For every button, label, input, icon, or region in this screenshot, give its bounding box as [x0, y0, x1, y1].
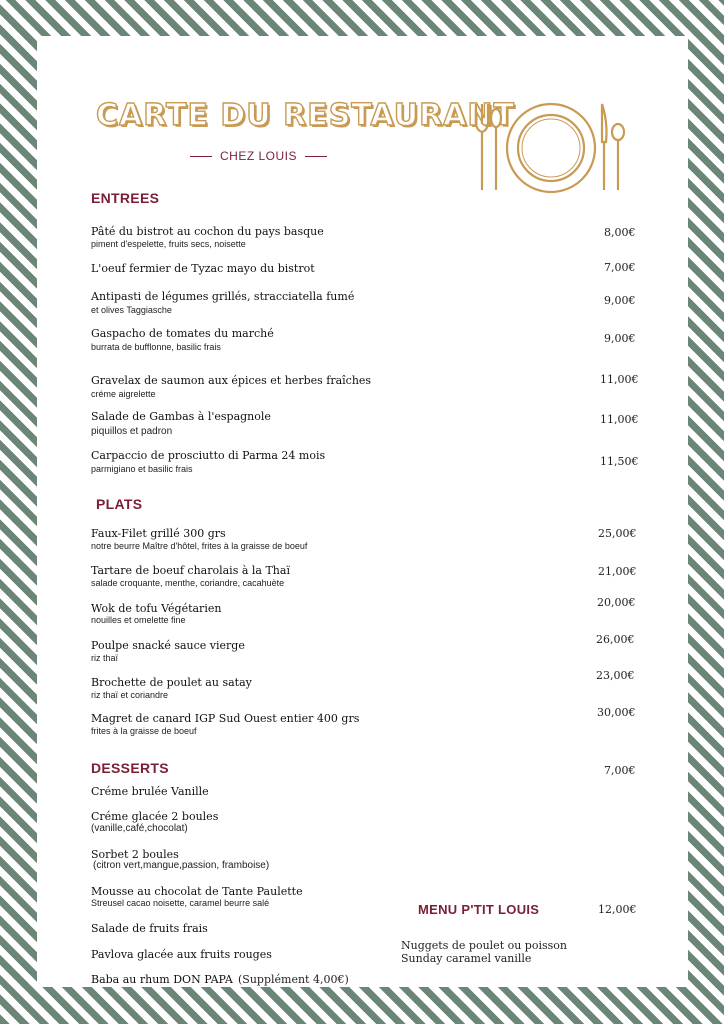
menu-item-desc: piquillos et padron — [91, 426, 173, 437]
menu-item-name: Magret de canard IGP Sud Ouest entier 400 grs — [91, 712, 360, 725]
menu-item-name: Pavlova glacée aux fruits rouges — [91, 948, 272, 961]
menu-item-desc: (vanille,café,chocolat) — [91, 823, 188, 834]
desserts-price: 7,00€ — [604, 764, 636, 777]
divider-right — [305, 156, 327, 157]
supplement-note: (Supplément 4,00€) — [238, 973, 349, 986]
menu-item-desc: piment d'espelette, fruits secs, noisette — [91, 239, 246, 249]
restaurant-name-text: CHEZ LOUIS — [220, 149, 298, 163]
menu-item-desc: burrata de bufflonne, basilic frais — [91, 342, 221, 352]
menu-item-name: Poulpe snacké sauce vierge — [91, 639, 245, 652]
menu-item-name: Antipasti de légumes grillés, stracciatella fumé — [91, 290, 355, 303]
menu-item-desc: riz thaï — [91, 653, 119, 663]
kids-menu-price: 12,00€ — [598, 903, 637, 916]
menu-item-price: 9,00€ — [604, 294, 636, 307]
menu-item-desc: (citron vert,mangue,passion, framboise) — [93, 860, 270, 871]
divider-left — [190, 156, 212, 157]
menu-item-desc: créme aigrelette — [91, 389, 156, 399]
menu-item-name: Baba au rhum DON PAPA — [91, 973, 233, 986]
section-heading-plats: PLATS — [96, 496, 143, 512]
menu-item-price: 21,00€ — [598, 565, 637, 578]
section-heading-desserts: DESSERTS — [91, 760, 169, 776]
menu-item-name: Wok de tofu Végétarien — [91, 602, 222, 615]
menu-item-name: Salade de Gambas à l'espagnole — [91, 410, 271, 423]
menu-item-desc: notre beurre Maître d'hôtel, frites à la graisse de boeuf — [91, 541, 308, 551]
menu-item-name: Gaspacho de tomates du marché — [91, 327, 274, 340]
menu-item-desc: riz thaï et coriandre — [91, 690, 169, 700]
section-heading-entrees: ENTREES — [91, 190, 160, 206]
restaurant-name — [182, 149, 335, 163]
menu-item-price: 7,00€ — [604, 261, 636, 274]
page-title: CARTE DU RESTAURANT — [96, 98, 515, 133]
plate-cutlery-icon — [470, 98, 630, 196]
menu-item-name: Faux-Filet grillé 300 grs — [91, 527, 226, 540]
menu-item-name: Carpaccio de prosciutto di Parma 24 mois — [91, 449, 326, 462]
menu-item-name: Pâté du bistrot au cochon du pays basque — [91, 225, 324, 238]
section-heading-kids-menu: MENU P'TIT LOUIS — [418, 902, 540, 917]
menu-item-price: 20,00€ — [597, 596, 636, 609]
kids-menu-line: Sunday caramel vanille — [401, 952, 532, 965]
menu-item-desc: Streusel cacao noisette, caramel beurre salé — [91, 898, 270, 908]
menu-item-name: Gravelax de saumon aux épices et herbes fraîches — [91, 374, 372, 387]
menu-item-price: 11,00€ — [600, 373, 639, 386]
menu-item-price: 26,00€ — [596, 633, 635, 646]
menu-item-desc: nouilles et omelette fine — [91, 615, 186, 625]
menu-item-price: 8,00€ — [604, 226, 636, 239]
menu-item-price: 25,00€ — [598, 527, 637, 540]
menu-item-name: Tartare de boeuf charolais à la Thaï — [91, 564, 290, 577]
menu-item-price: 9,00€ — [604, 332, 636, 345]
menu-item-price: 11,50€ — [600, 455, 639, 468]
menu-item-name: L'oeuf fermier de Tyzac mayo du bistrot — [91, 262, 315, 275]
kids-menu-line: Nuggets de poulet ou poisson — [401, 939, 567, 952]
menu-item-name: Salade de fruits frais — [91, 922, 208, 935]
menu-item-name: Créme glacée 2 boules — [91, 810, 219, 823]
menu-item-desc: salade croquante, menthe, coriandre, cacahuète — [91, 578, 285, 588]
menu-item-price: 11,00€ — [600, 413, 639, 426]
menu-item-name: Brochette de poulet au satay — [91, 676, 252, 689]
menu-item-price: 30,00€ — [597, 706, 636, 719]
menu-item-name: Créme brulée Vanille — [91, 785, 209, 798]
menu-item-name: Sorbet 2 boules — [91, 848, 179, 861]
menu-item-desc: et olives Taggiasche — [91, 305, 172, 315]
menu-item-price: 23,00€ — [596, 669, 635, 682]
menu-item-name: Mousse au chocolat de Tante Paulette — [91, 885, 303, 898]
menu-item-desc: frites à la graisse de boeuf — [91, 726, 197, 736]
menu-item-desc: parmigiano et basilic frais — [91, 464, 193, 474]
